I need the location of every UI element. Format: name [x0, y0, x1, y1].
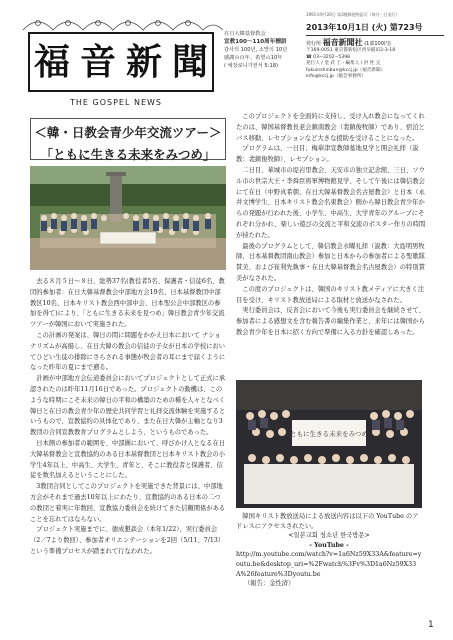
motto-line: 감사의 100년, 소망의 10년 — [224, 47, 288, 53]
group-photo-outdoor — [30, 166, 226, 270]
paragraph: 3教団合同としてこのプロジェクトを実施できた背景には、中部地方会がそれまで過去10年以上にわたり、宣教協約のある日本の二つの教団と着実に年数回、宣教協力委員会を続けてきた信頼関係があることを忘れてはならない。 — [30, 483, 226, 523]
editor: 発行人 / 金 武 士・編集人 / 洪 性 完 — [306, 61, 381, 66]
youtube-link[interactable]: http://m.youtube.com/watch?v=1a6Nz59X33A&feature=youtu.be&desktop_uri=%2Fwatch%3Fv%3D1a6Nz59X33A%26feature%3Dyoutu.be — [236, 551, 422, 578]
paragraph: 日本側の参加者の範囲を、中部圏において、呼びかけ人となる在日大韓基督教会と宣教協約のある日本基督教団と日本キリスト教会の小学生4年以上、中高生、大学生、青年と、そこに教役者と保護者、信徒を数名加えるということにした。 — [30, 439, 226, 480]
page-number: 1 — [428, 620, 434, 630]
address: 〒169-0051 東京都新宿区西早稲田2-3-18 — [306, 48, 396, 53]
logo-char: 福 — [33, 41, 70, 83]
paragraph: 二日目、華城市の堤岩里教会、天安市の独立記念館、三日、ソウル市の世宗大王・李舜臣将軍博物館見学、そして午後には韓信教会にて在日（中野真希朝、在日大韓基督教会名古屋教会）と日本（永井文博学生、日本キリスト教会名東教会）側から韓日教会青少年からの発題が行われた後、小学生、中高生、大学青年のグループにそれぞれ分かれ、楽しい遊びの交流と平和交流のポスター作りの時間が持たれた。 — [236, 166, 426, 239]
photo-caption — [236, 512, 422, 589]
article-title: ＜韓・日教会青少年交流ツアー＞ — [34, 125, 222, 140]
phone: ☎ 03−3202−5398 — [306, 54, 351, 60]
motto-line: 宣教100〜110周年標語 — [224, 39, 287, 45]
price: (1部100円) — [364, 41, 391, 47]
youtube-korean-title: <일본교회 청소년 한국방문> — [288, 532, 370, 540]
article-body-right — [236, 112, 426, 339]
registration-line: 1991年9月20日 第3種郵便物認可（毎月一日発行） — [306, 12, 400, 17]
publisher-label: 発行所 — [306, 41, 322, 47]
logo-char: 新 — [125, 41, 162, 83]
publisher-line — [306, 39, 444, 48]
report-credit: （報告：金性済） — [244, 580, 295, 588]
paragraph: 最後のプログラムとして、韓信教会水曜礼拝（説教：大島明男牧師、日本基督教団南山教会）参加と日本からの参加者による聖歌隊賛美、および崔利先執事・在日大韓基督教会名古屋教会）の特別賛美がなされた。 — [236, 242, 425, 282]
masthead — [10, 6, 443, 108]
publisher-name: 福音新聞社 — [322, 38, 363, 47]
publication-info — [306, 12, 444, 81]
motto-line: 在日大韓基督教会 — [224, 31, 266, 37]
paragraph: 計画が中部地方会伝道委員会においてプロジェクトとして正式に承認されたのは昨年11月16日であった。プロジェクトの動機は、このような時期にこそ未来の韓日の平和の構築のための種を人々となべく韓日と在日の教会青少年の歴史共同学習と礼拝交流体験を実施するというもので、宣教協約の具体化であり、また在日大韓が主軸となり3教団の合同宣教教育プログラムとしよう、というものであった。 — [30, 375, 226, 437]
issue-date: 2013年10月1日 (火) 第723号 — [306, 22, 444, 36]
article-subtitle: 「ともに生きる未来をみつめ」 — [40, 147, 216, 162]
paragraph: この度のプロジェクトは、韓国のキリスト教メディアに大きく注目を受け、キリスト教放送局による取材と放送がなされた。 — [236, 285, 425, 304]
paragraph: プロジェクト実施までに、徳成懇談会（本年1/22）、実行委員会（2／7より数回）、参加者オリエンテーションを2回（5/11、7/13）という準備プロセスが踏まれて行なわれた。 — [30, 526, 225, 555]
article-body-left — [30, 277, 226, 558]
article-title-box — [30, 118, 226, 160]
decorative-pattern-icon — [18, 12, 228, 34]
paragraph: 去る８月５日〜８日、総勢37名(教役者5名、保護者・信徒6名、教団的参加者：在日大韓基督教会中部地方会19名、日本基督教団中部教区10名、日本キリスト教会西中部中会、日本聖公会中部教区の参加を得て)により、「ともに生きる未来を見つめ」韓日教会青少年交流ツアーが韓国において実施された。 — [30, 278, 225, 329]
logo-char: 聞 — [171, 41, 208, 83]
email-link[interactable]: info@kccj.jp（総会事務所） — [306, 74, 367, 79]
motto-line: ( 예장로니가전서 5:18) — [224, 63, 279, 69]
group-photo-indoor — [236, 380, 422, 508]
newspaper-logo — [28, 32, 214, 92]
email-link[interactable]: fukuinshinbun@kccj.jp（福音新聞） — [306, 67, 386, 73]
paragraph: プログラムは、一日目、梅華津宣教師墓地見学と開会礼拝（説教：裴鎮俊牧師）、レセプション。 — [236, 145, 419, 164]
banner-text: ともに生きる未来をみつめ — [290, 430, 368, 438]
motto-block — [224, 30, 300, 70]
newspaper-subtitle: THE GOSPEL NEWS — [70, 98, 162, 107]
article-title-area — [30, 118, 226, 160]
paragraph: 実行委員会は、反省会において今後も実行委員会を継続させて、参加者による感想文を含む報告書の編集作業と、来年には韓国から教会青少年を日本に招く方向で準備に入る方針を確認しあった。 — [236, 307, 425, 336]
paragraph: このプロジェクトを全面的に支持し、受け入れ教会になってくれたのは、韓国基督教長老会鎮南教会（裴鎮俊牧師）であり、宿泊とバス移動、レセプションなど大きな援助を受けることになった。 — [236, 113, 425, 142]
logo-char: 音 — [79, 41, 116, 83]
caption-text: 韓国キリスト教放送局による放送内容は以下の YouTube のアドレスにアクセスされたい。 — [236, 513, 419, 530]
youtube-label: - YouTube - — [309, 541, 349, 549]
motto-line: 感謝の百年、希望の10年 — [224, 55, 283, 61]
paragraph: この計画の発案は、韓日の間に問題をかかえ日本において ナショナリズムが高揚し、在日大韓の教会の信徒の子女が日本の学校においてひどい生徒の排除にさらされる事態が牧会者の耳にまで届くようになった昨年の夏にまで遡る。 — [30, 331, 226, 372]
